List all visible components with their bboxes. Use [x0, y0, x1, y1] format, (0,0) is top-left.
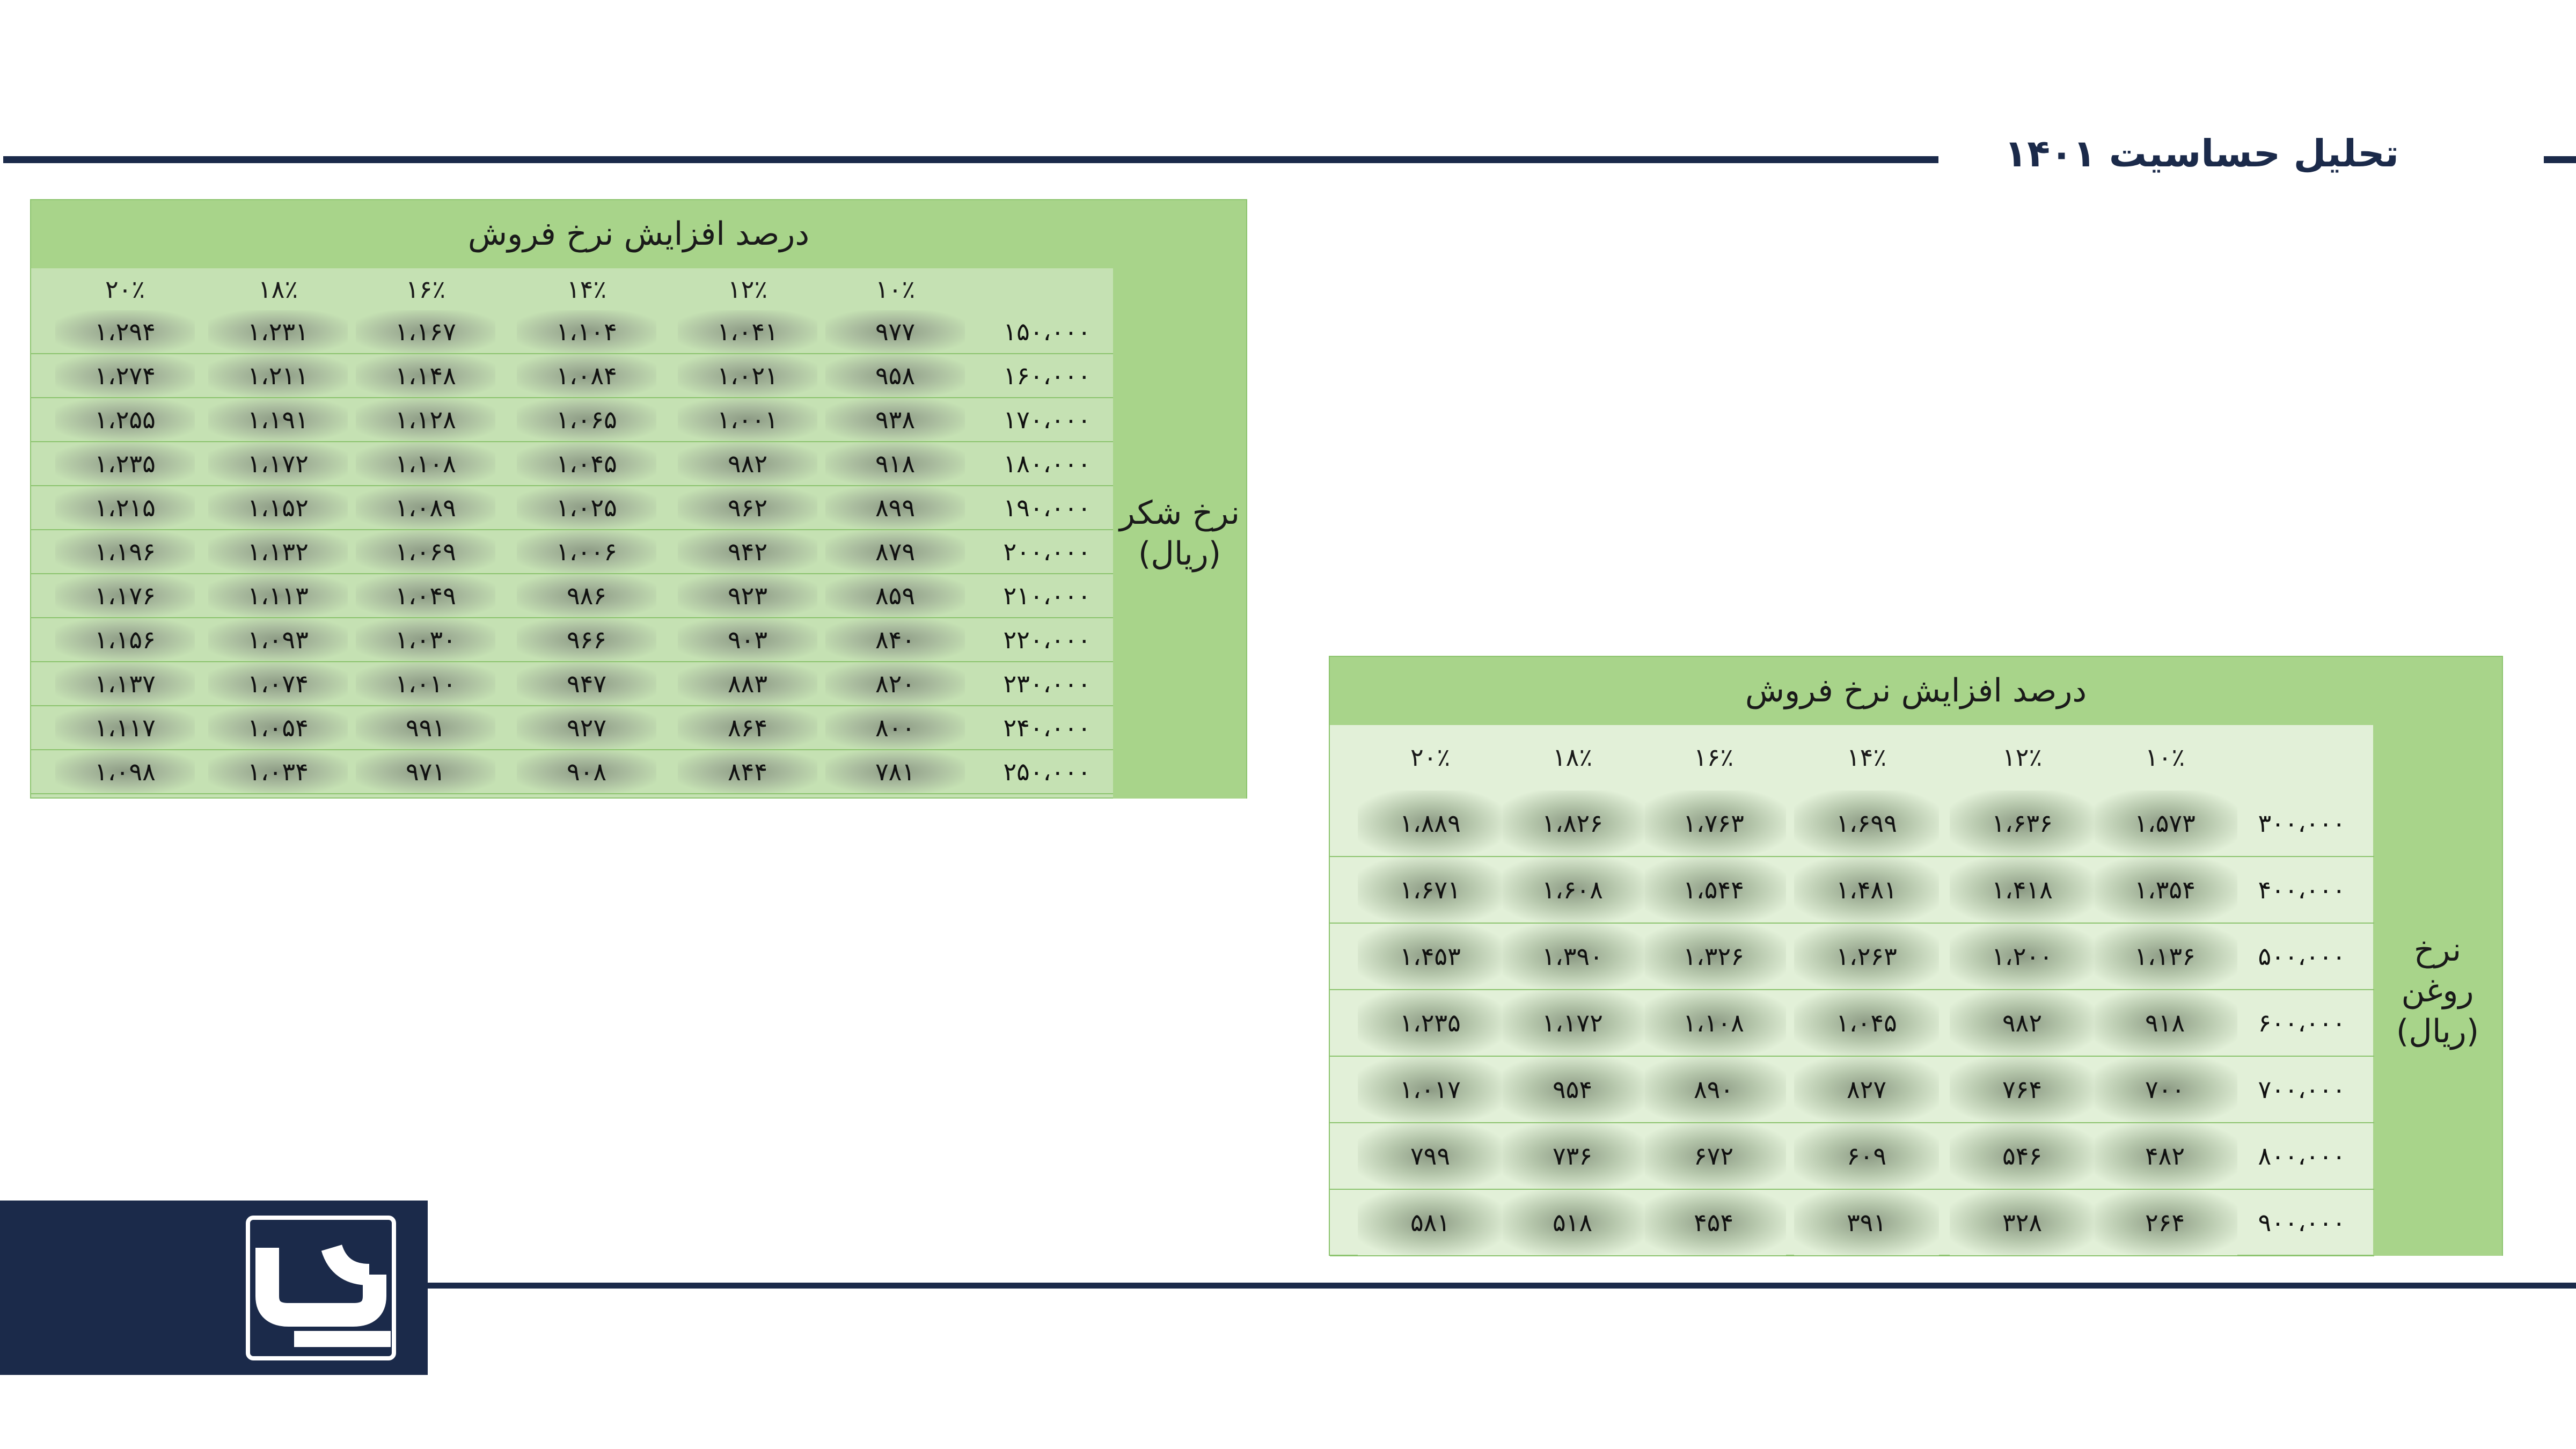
- value-cell: ۱،۱۳۷: [55, 662, 195, 705]
- table-row: [1330, 857, 2374, 924]
- value-cell: ۱،۱۳۲: [208, 530, 348, 573]
- row-axis-label: [2373, 725, 2502, 1256]
- value-cell: ۱،۰۰۱: [678, 398, 817, 441]
- value-cell: ۱،۶۷۱: [1358, 857, 1503, 923]
- rate-cell: ۱۶۰،۰۰۰: [1003, 361, 1091, 390]
- value-cell: ۱،۲۳۵: [55, 442, 195, 485]
- value-cell: ۱،۲۱۱: [208, 354, 348, 397]
- value-cell: ۸۴۰: [825, 618, 965, 661]
- rate-cell: ۲۵۰،۰۰۰: [1003, 757, 1091, 786]
- rate-cell: ۲۲۰،۰۰۰: [1003, 625, 1091, 654]
- row-axis-label: [1113, 268, 1246, 799]
- value-cell: ۱،۱۵۶: [55, 618, 195, 661]
- rate-cell: ۱۹۰،۰۰۰: [1003, 493, 1091, 522]
- value-cell: ۸۰۰: [825, 706, 965, 749]
- table-row: [1330, 990, 2374, 1057]
- value-cell: ۸۲۷: [1794, 1057, 1939, 1122]
- value-cell: ۱،۰۲۱: [678, 354, 817, 397]
- value-cell: ۱،۲۳۵: [1358, 990, 1503, 1056]
- value-cell: ۱،۰۶۵: [517, 398, 656, 441]
- value-cell: ۱،۱۳۶: [2092, 924, 2237, 989]
- value-cell: ۹۰۸: [517, 750, 656, 793]
- value-cell: ۱،۰۵۴: [208, 706, 348, 749]
- value-cell: ۱،۰۳۰: [356, 618, 495, 661]
- value-cell: ۶۷۲: [1641, 1123, 1786, 1189]
- value-cell: ۱،۱۵۲: [208, 486, 348, 529]
- percent-header: ۱۶٪: [1693, 743, 1734, 772]
- rate-cell: ۳۰۰،۰۰۰: [2258, 809, 2346, 838]
- rate-cell: ۱۸۰،۰۰۰: [1003, 449, 1091, 478]
- value-cell: ۹۷۱: [356, 750, 495, 793]
- table-header: درصد افزایش نرخ فروش: [1330, 657, 2502, 725]
- value-cell: ۱،۲۷۴: [55, 354, 195, 397]
- table-header: درصد افزایش نرخ فروش: [31, 200, 1246, 268]
- value-cell: ۹۸۲: [1950, 990, 2095, 1056]
- value-cell: ۱،۴۸۱: [1794, 857, 1939, 923]
- table-row: [1330, 1057, 2374, 1123]
- value-cell: ۱،۶۳۶: [1950, 791, 2095, 856]
- percent-header: ۱۸٪: [258, 275, 298, 304]
- value-cell: ۹۴۷: [517, 662, 656, 705]
- value-cell: ۸۹۰: [1641, 1057, 1786, 1122]
- value-cell: ۱،۴۵۳: [1358, 924, 1503, 989]
- value-cell: ۱،۰۶۹: [356, 530, 495, 573]
- rate-cell: ۵۰۰،۰۰۰: [2258, 942, 2346, 971]
- percent-header: ۲۰٪: [1410, 743, 1451, 772]
- value-cell: ۸۴۴: [678, 750, 817, 793]
- value-cell: ۹۶۲: [678, 486, 817, 529]
- value-cell: ۱،۱۷۲: [208, 442, 348, 485]
- footer-rule: [428, 1283, 2576, 1289]
- value-cell: ۱،۱۲۸: [356, 398, 495, 441]
- value-cell: ۱،۱۷۲: [1500, 990, 1645, 1056]
- table-row: [1330, 924, 2374, 990]
- value-cell: ۹۷۷: [825, 310, 965, 353]
- rate-cell: ۱۷۰،۰۰۰: [1003, 405, 1091, 434]
- table-row: [31, 530, 1113, 574]
- value-cell: ۱،۵۷۳: [2092, 791, 2237, 856]
- table-row: [1330, 1123, 2374, 1190]
- percent-header: ۱۸٪: [1552, 743, 1593, 772]
- value-cell: ۸۸۳: [678, 662, 817, 705]
- rate-cell: ۸۰۰،۰۰۰: [2258, 1141, 2346, 1170]
- value-cell: ۱،۵۴۴: [1641, 857, 1786, 923]
- value-cell: ۸۶۴: [678, 706, 817, 749]
- percent-header: ۱۲٪: [727, 275, 768, 304]
- value-cell: ۹۵۸: [825, 354, 965, 397]
- value-cell: ۱،۰۱۰: [356, 662, 495, 705]
- rate-cell: ۴۰۰،۰۰۰: [2258, 875, 2346, 904]
- value-cell: ۹۶۶: [517, 618, 656, 661]
- table-row: [31, 398, 1113, 442]
- value-cell: ۱،۰۹۳: [208, 618, 348, 661]
- value-cell: ۹۱۸: [2092, 990, 2237, 1056]
- percent-header: ۱۴٪: [566, 275, 607, 304]
- rate-cell: ۶۰۰،۰۰۰: [2258, 1008, 2346, 1037]
- value-cell: ۴۸۲: [2092, 1123, 2237, 1189]
- value-cell: ۱،۰۰۶: [517, 530, 656, 573]
- value-cell: ۳۲۸: [1950, 1190, 2095, 1255]
- table-row: [31, 662, 1113, 706]
- value-cell: ۱،۳۲۶: [1641, 924, 1786, 989]
- rate-cell: ۱۵۰،۰۰۰: [1003, 317, 1091, 346]
- value-cell: ۵۴۶: [1950, 1123, 2095, 1189]
- table-row: [31, 310, 1113, 354]
- value-cell: ۱،۸۲۶: [1500, 791, 1645, 856]
- value-cell: ۶۰۹: [1794, 1123, 1939, 1189]
- rate-cell: ۲۰۰،۰۰۰: [1003, 537, 1091, 566]
- table-row: [31, 574, 1113, 618]
- value-cell: ۹۰۳: [678, 618, 817, 661]
- value-cell: ۱،۲۵۵: [55, 398, 195, 441]
- value-cell: ۸۵۹: [825, 574, 965, 617]
- value-cell: ۹۵۴: [1500, 1057, 1645, 1122]
- value-cell: ۱،۱۴۸: [356, 354, 495, 397]
- value-cell: ۹۲۷: [517, 706, 656, 749]
- value-cell: ۱،۱۶۷: [356, 310, 495, 353]
- oil-sensitivity-table: [1329, 656, 2503, 1256]
- rate-cell: ۲۳۰،۰۰۰: [1003, 669, 1091, 698]
- side-label-line: روغن: [2401, 971, 2474, 1009]
- value-cell: ۷۶۴: [1950, 1057, 2095, 1122]
- percent-header: ۱۲٪: [2002, 743, 2043, 772]
- value-cell: ۱،۲۳۱: [208, 310, 348, 353]
- value-cell: ۱،۰۳۴: [208, 750, 348, 793]
- value-cell: ۱،۰۹۸: [55, 750, 195, 793]
- value-cell: ۱،۲۱۵: [55, 486, 195, 529]
- value-cell: ۱،۱۹۶: [55, 530, 195, 573]
- value-cell: ۱،۰۴۹: [356, 574, 495, 617]
- value-cell: ۱،۴۱۸: [1950, 857, 2095, 923]
- header-rule-right: [2544, 156, 2576, 163]
- value-cell: ۹۱۸: [825, 442, 965, 485]
- value-cell: ۴۵۴: [1641, 1190, 1786, 1255]
- value-cell: ۱،۱۷۶: [55, 574, 195, 617]
- value-cell: ۳۹۱: [1794, 1190, 1939, 1255]
- value-cell: ۱،۷۶۳: [1641, 791, 1786, 856]
- value-cell: ۹۳۸: [825, 398, 965, 441]
- value-cell: ۹۴۲: [678, 530, 817, 573]
- header-rule-left: [3, 156, 1938, 163]
- percent-header: ۱۰٪: [875, 275, 916, 304]
- value-cell: ۱،۰۷۴: [208, 662, 348, 705]
- side-label-unit: (ریال): [2396, 1012, 2479, 1050]
- value-cell: ۱،۱۱۳: [208, 574, 348, 617]
- value-cell: ۱،۱۰۴: [517, 310, 656, 353]
- rate-cell: ۲۱۰،۰۰۰: [1003, 581, 1091, 610]
- rate-cell: ۲۴۰،۰۰۰: [1003, 713, 1091, 742]
- value-cell: ۱،۲۰۰: [1950, 924, 2095, 989]
- percent-header: ۱۰٪: [2145, 743, 2185, 772]
- value-cell: ۱،۱۹۱: [208, 398, 348, 441]
- table-row: [1330, 791, 2374, 857]
- value-cell: ۲۶۴: [2092, 1190, 2237, 1255]
- value-cell: ۱،۰۲۵: [517, 486, 656, 529]
- value-cell: ۱،۱۱۷: [55, 706, 195, 749]
- value-cell: ۸۷۹: [825, 530, 965, 573]
- value-cell: ۱،۲۶۳: [1794, 924, 1939, 989]
- table-row: [31, 750, 1113, 794]
- value-cell: ۱،۶۰۸: [1500, 857, 1645, 923]
- value-cell: ۱،۱۰۸: [356, 442, 495, 485]
- value-cell: ۱،۲۹۴: [55, 310, 195, 353]
- table-row: [1330, 1190, 2374, 1256]
- value-cell: ۵۸۱: [1358, 1190, 1503, 1255]
- value-cell: ۱،۰۴۵: [517, 442, 656, 485]
- percent-header: ۱۶٪: [405, 275, 446, 304]
- value-cell: ۱،۱۰۸: [1641, 990, 1786, 1056]
- table-row: [31, 486, 1113, 530]
- side-label-line: نرخ: [2413, 931, 2462, 969]
- value-cell: ۸۹۹: [825, 486, 965, 529]
- table-row: [31, 618, 1113, 662]
- side-label-unit: (ریال): [1138, 535, 1221, 573]
- slide-title: تحلیل حساسیت ۱۴۰۱: [2004, 131, 2399, 175]
- value-cell: ۹۸۶: [517, 574, 656, 617]
- sugar-sensitivity-table: [30, 199, 1247, 799]
- value-cell: ۷۹۹: [1358, 1123, 1503, 1189]
- percent-header: ۱۴٪: [1846, 743, 1887, 772]
- value-cell: ۱،۰۸۹: [356, 486, 495, 529]
- value-cell: ۹۲۳: [678, 574, 817, 617]
- value-cell: ۹۹۱: [356, 706, 495, 749]
- side-label-line: نرخ شکر: [1119, 494, 1240, 532]
- rate-cell: ۹۰۰،۰۰۰: [2258, 1208, 2346, 1237]
- table-row: [31, 354, 1113, 398]
- value-cell: ۱،۶۹۹: [1794, 791, 1939, 856]
- value-cell: ۱،۰۱۷: [1358, 1057, 1503, 1122]
- rate-cell: ۷۰۰،۰۰۰: [2258, 1075, 2346, 1104]
- company-logo-mark-icon: [246, 1216, 396, 1360]
- value-cell: ۱،۳۵۴: [2092, 857, 2237, 923]
- value-cell: ۱،۰۴۱: [678, 310, 817, 353]
- value-cell: ۹۸۲: [678, 442, 817, 485]
- value-cell: ۱،۸۸۹: [1358, 791, 1503, 856]
- value-cell: ۱،۰۴۵: [1794, 990, 1939, 1056]
- value-cell: ۸۲۰: [825, 662, 965, 705]
- percent-header: ۲۰٪: [105, 275, 145, 304]
- table-row: [31, 706, 1113, 750]
- value-cell: ۱،۰۸۴: [517, 354, 656, 397]
- value-cell: ۱،۳۹۰: [1500, 924, 1645, 989]
- value-cell: ۵۱۸: [1500, 1190, 1645, 1255]
- value-cell: ۷۸۱: [825, 750, 965, 793]
- table-row: [31, 442, 1113, 486]
- value-cell: ۷۰۰: [2092, 1057, 2237, 1122]
- value-cell: ۷۳۶: [1500, 1123, 1645, 1189]
